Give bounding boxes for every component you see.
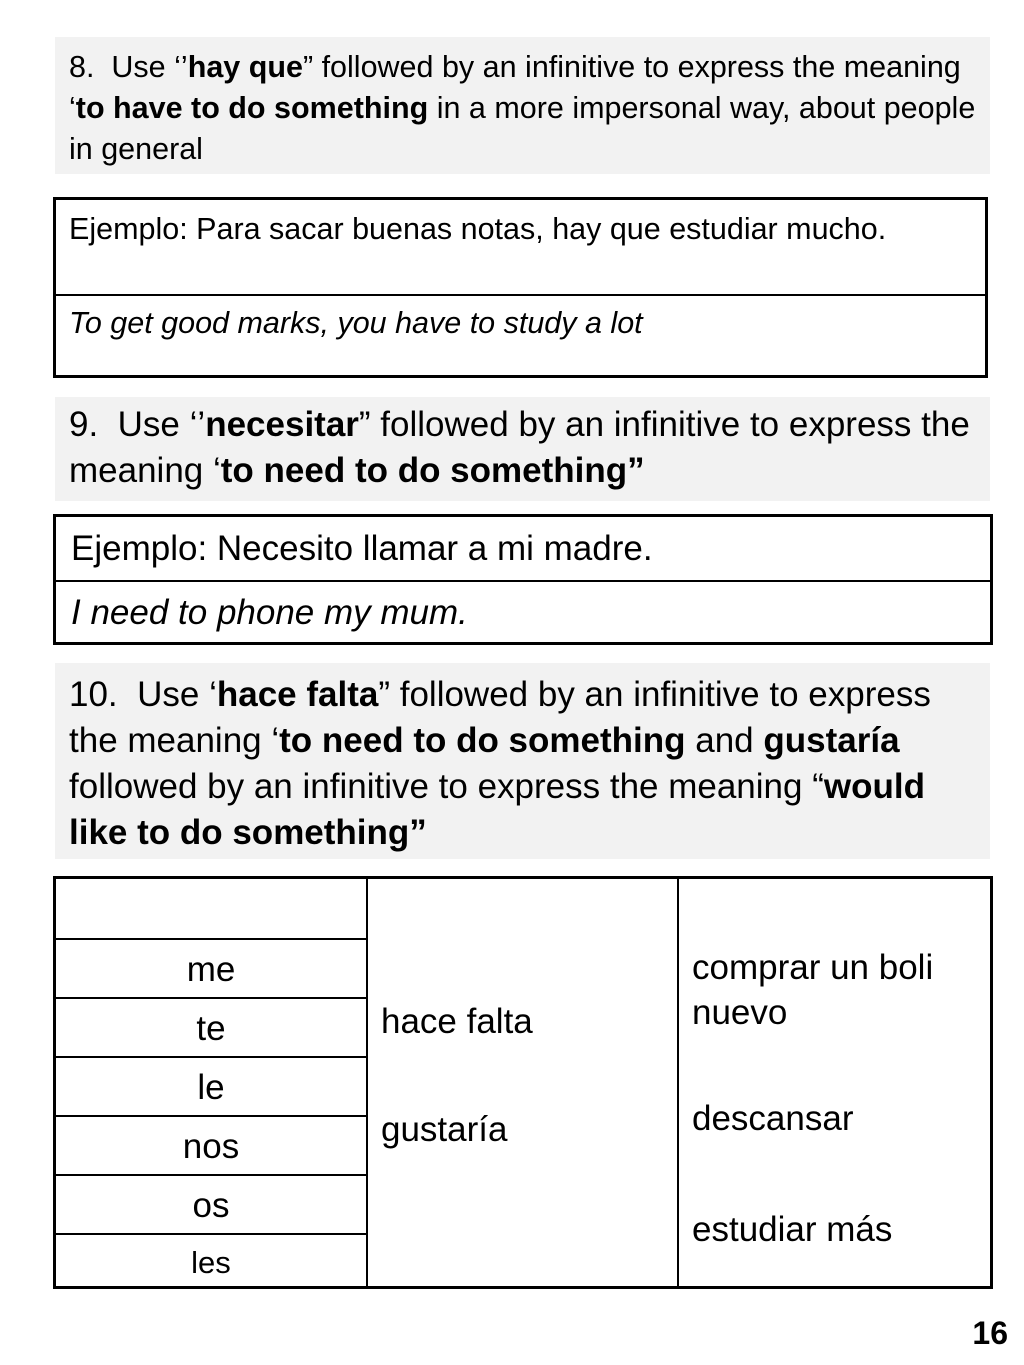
pronoun-column <box>56 879 368 1286</box>
example-9-english: I need to phone my mum. <box>71 593 468 632</box>
keyword-necesitar: necesitar <box>205 405 359 444</box>
example-8-english: To get good marks, you have to study a lot <box>69 306 643 340</box>
verb-column <box>368 879 679 1286</box>
infinitive-column <box>679 879 990 1286</box>
section-9-panel <box>55 397 990 501</box>
keyword-gustaria: gustaría <box>763 721 900 760</box>
example-9-spanish: Ejemplo: Necesito llamar a mi madre. <box>56 517 990 582</box>
pronoun-cell: me <box>56 938 366 997</box>
infinitive-comprar: comprar un boli nuevo <box>692 948 934 1032</box>
example-8-box <box>53 197 988 378</box>
keyword-to-have-to: to have to do something <box>75 91 429 125</box>
verb-hace-falta: hace falta <box>381 1002 533 1041</box>
keyword-to-need-to: to need to do something <box>279 721 686 760</box>
pronoun-cell: os <box>56 1174 366 1233</box>
keyword-to-need-to: to need to do something” <box>220 451 645 490</box>
pronoun-cell: te <box>56 997 366 1056</box>
section-10-panel <box>55 663 990 859</box>
pronoun-cell: le <box>56 1056 366 1115</box>
sentence-builder-table <box>53 876 993 1289</box>
pronoun-cell: les <box>56 1233 366 1286</box>
pronoun-cell-empty <box>56 879 366 938</box>
section-8-text: 8. Use ‘’hay que” followed by an infinitive to express the meaning ‘to have to do something in a more impersonal way, about people in general <box>69 50 976 166</box>
keyword-would-like-to: would like to do something” <box>69 767 925 852</box>
pronoun-cell: nos <box>56 1115 366 1174</box>
example-9-box <box>53 514 993 645</box>
keyword-hace-falta: hace falta <box>216 675 379 714</box>
section-9-text: 9. Use ‘’necesitar” followed by an infinitive to express the meaning ‘to need to do something” <box>69 405 970 490</box>
section-10-text: 10. Use ‘hace falta” followed by an infinitive to express the meaning ‘to need to do something and gustaría followed by an infinitive to express the meaning “would like to do something” <box>69 675 931 852</box>
infinitive-descansar: descansar <box>692 1099 854 1138</box>
infinitive-estudiar: estudiar más <box>692 1210 893 1249</box>
page-number: 16 <box>972 1315 1008 1351</box>
keyword-hay-que: hay que <box>187 50 303 84</box>
verb-gustaria: gustaría <box>381 1110 508 1149</box>
section-8-panel <box>55 37 990 174</box>
example-8-spanish: Ejemplo: Para sacar buenas notas, hay que estudiar mucho. <box>56 200 985 296</box>
